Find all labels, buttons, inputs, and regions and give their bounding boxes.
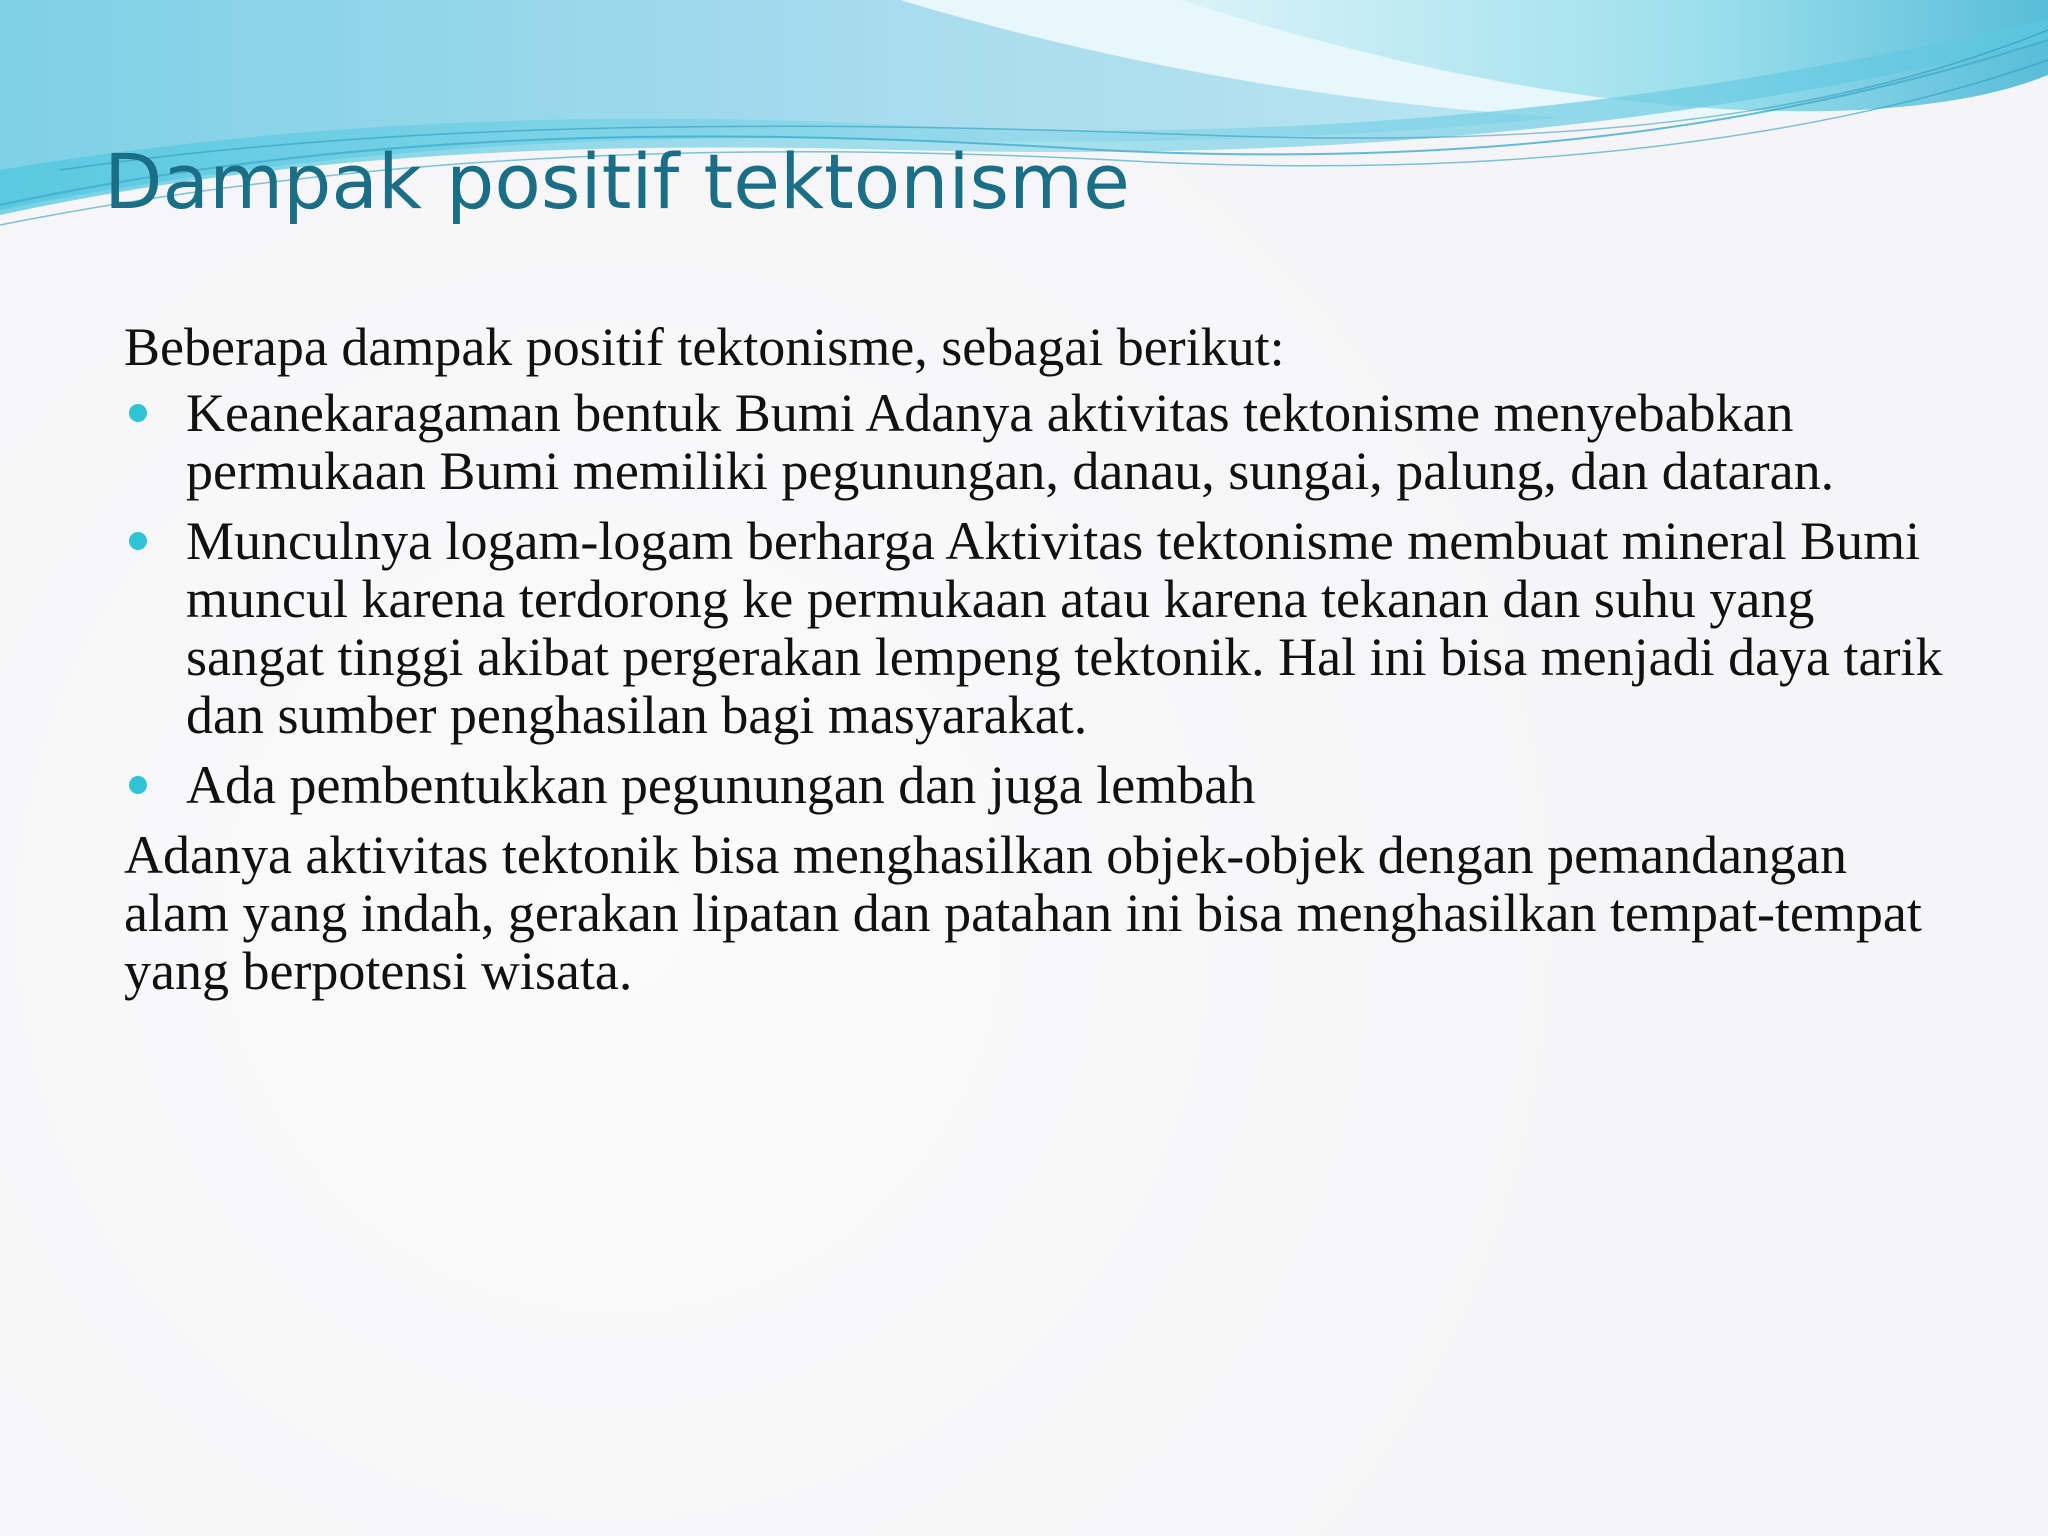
slide-body [124,318,1964,1000]
bullet-dot-icon [129,776,147,794]
bullet-list [124,384,1964,814]
bullet-text: Keanekaragaman bentuk Bumi Adanya aktivitas tektonisme menyebabkan permukaan Bumi memiliki pegunungan, danau, sungai, palung, dan dataran. [186,383,1835,501]
slide-title: Dampak positif tektonisme [104,137,1130,226]
bullet-dot-icon [129,532,147,550]
bullet-item [124,756,1964,814]
bullet-item [124,384,1964,500]
closing-text: Adanya aktivitas tektonik bisa menghasilkan objek-objek dengan pemandangan alam yang indah, gerakan lipatan dan patahan ini bisa menghasilkan tempat-tempat yang berpotensi wisata. [124,825,1922,1001]
intro-text: Beberapa dampak positif tektonisme, sebagai berikut: [124,317,1285,377]
bullet-text: Munculnya logam-logam berharga Aktivitas tektonisme membuat mineral Bumi muncul karena terdorong ke permukaan atau karena tekanan dan suhu yang sangat tinggi akibat pergerakan lempeng tektonik. Hal ini bisa menjadi daya tarik dan sumber penghasilan bagi masyarakat. [186,511,1943,745]
bullet-dot-icon [129,404,147,422]
bullet-text: Ada pembentukkan pegunungan dan juga lembah [186,755,1256,815]
bullet-item [124,512,1964,744]
